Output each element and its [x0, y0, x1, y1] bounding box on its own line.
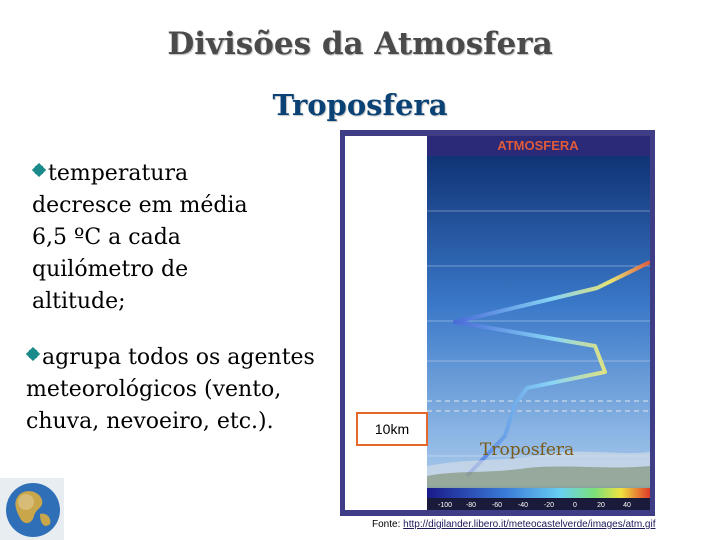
- bullet-item-temperature: [32, 158, 267, 318]
- bullet-text: agrupa todos os agentes meteorológicos (vento, chuva, nevoeiro, etc.).: [26, 345, 315, 434]
- square-bullet-icon: [26, 347, 40, 361]
- scale-tick: 20: [597, 502, 605, 509]
- source-prefix: Fonte:: [372, 519, 404, 530]
- source-link[interactable]: http://digilander.libero.it/meteocastelverde/images/atm.gif: [403, 519, 656, 530]
- scale-tick: -80: [465, 502, 477, 509]
- scale-tick: 0: [573, 502, 577, 509]
- figure-header: ATMOSFERA: [497, 138, 579, 153]
- scale-tick: -40: [517, 502, 529, 509]
- figure-left-panel: [345, 136, 427, 510]
- layer-label: Troposfera: [480, 440, 575, 460]
- altitude-tag: 10km: [356, 412, 428, 446]
- scale-tick: -100: [437, 502, 453, 509]
- square-bullet-icon: [32, 163, 46, 177]
- source-credit: [372, 519, 656, 530]
- bullet-text: temperatura decresce em média 6,5 ºC a cada quilómetro de altitude;: [32, 161, 248, 314]
- bullet-item-meteo-agents: [26, 342, 341, 438]
- globe-icon: [0, 478, 64, 540]
- slide-subtitle: Troposfera: [272, 88, 448, 122]
- slide-title: Divisões da Atmosfera: [167, 26, 553, 62]
- scale-tick: -20: [543, 502, 555, 509]
- scale-tick: -60: [491, 502, 503, 509]
- scale-tick: 40: [623, 502, 631, 509]
